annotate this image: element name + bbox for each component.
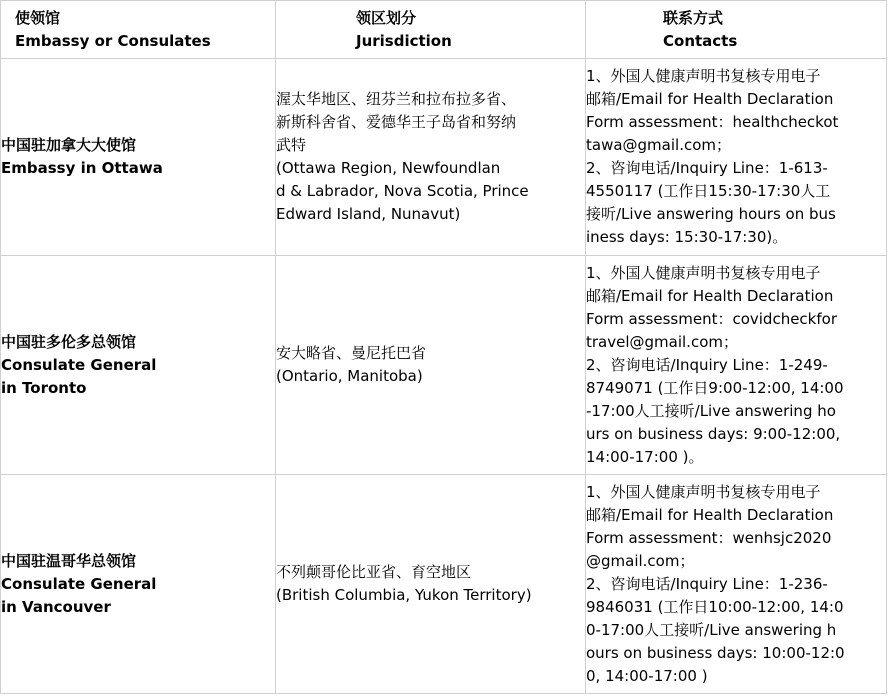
table-header-row xyxy=(1,1,887,59)
jurisdiction-cell: 渥太华地区、纽芬兰和拉布拉多省、 新斯科舍省、爱德华王子岛省和努纳 武特 (Ottawa Region, Newfoundlan d & Labrador, Nova Scotia, Prince Edward Island, Nunavut) xyxy=(276,59,586,256)
header-embassy xyxy=(1,1,276,59)
header-jurisdiction-label: 领区划分 Jurisdiction xyxy=(356,8,452,50)
embassy-cell: 中国驻温哥华总领馆 Consulate General in Vancouver xyxy=(1,475,276,694)
table-row-vancouver xyxy=(1,475,887,694)
table-row-ottawa xyxy=(1,59,887,256)
table-row-toronto xyxy=(1,256,887,475)
header-embassy-label: 使领馆 Embassy or Consulates xyxy=(15,8,211,50)
header-jurisdiction xyxy=(276,1,586,59)
embassy-cell: 中国驻加拿大大使馆 Embassy in Ottawa xyxy=(1,59,276,256)
contacts-cell: 1、外国人健康声明书复核专用电子 邮箱/Email for Health Declaration Form assessment：healthcheckot tawa@gmail.com； 2、咨询电话/Inquiry Line：1-613- 4550117 (工作日15:30-17:30人工 接听/Live answering hours on bus iness days: 15:30-17:30)。 xyxy=(586,59,887,256)
header-contacts xyxy=(586,1,887,59)
header-contacts-label: 联系方式 Contacts xyxy=(663,8,738,50)
embassy-cell: 中国驻多伦多总领馆 Consulate General in Toronto xyxy=(1,256,276,475)
contacts-cell: 1、外国人健康声明书复核专用电子 邮箱/Email for Health Declaration Form assessment：covidcheckfor travel@gmail.com； 2、咨询电话/Inquiry Line：1-249- 8749071 (工作日9:00-12:00, 14:00 -17:00人工接听/Live answering ho urs on business days: 9:00-12:00, 14:00-17:00 )。 xyxy=(586,256,887,475)
contacts-cell: 1、外国人健康声明书复核专用电子 邮箱/Email for Health Declaration Form assessment：wenhsjc2020 @gmail.com； 2、咨询电话/Inquiry Line：1-236- 9846031 (工作日10:00-12:00, 14:0 0-17:00人工接听/Live answering h ours on business days: 10:00-12:0 0, 14:00-17:00 ) xyxy=(586,475,887,694)
jurisdiction-cell: 不列颠哥伦比亚省、育空地区 (British Columbia, Yukon Territory) xyxy=(276,475,586,694)
jurisdiction-cell: 安大略省、曼尼托巴省 (Ontario, Manitoba) xyxy=(276,256,586,475)
